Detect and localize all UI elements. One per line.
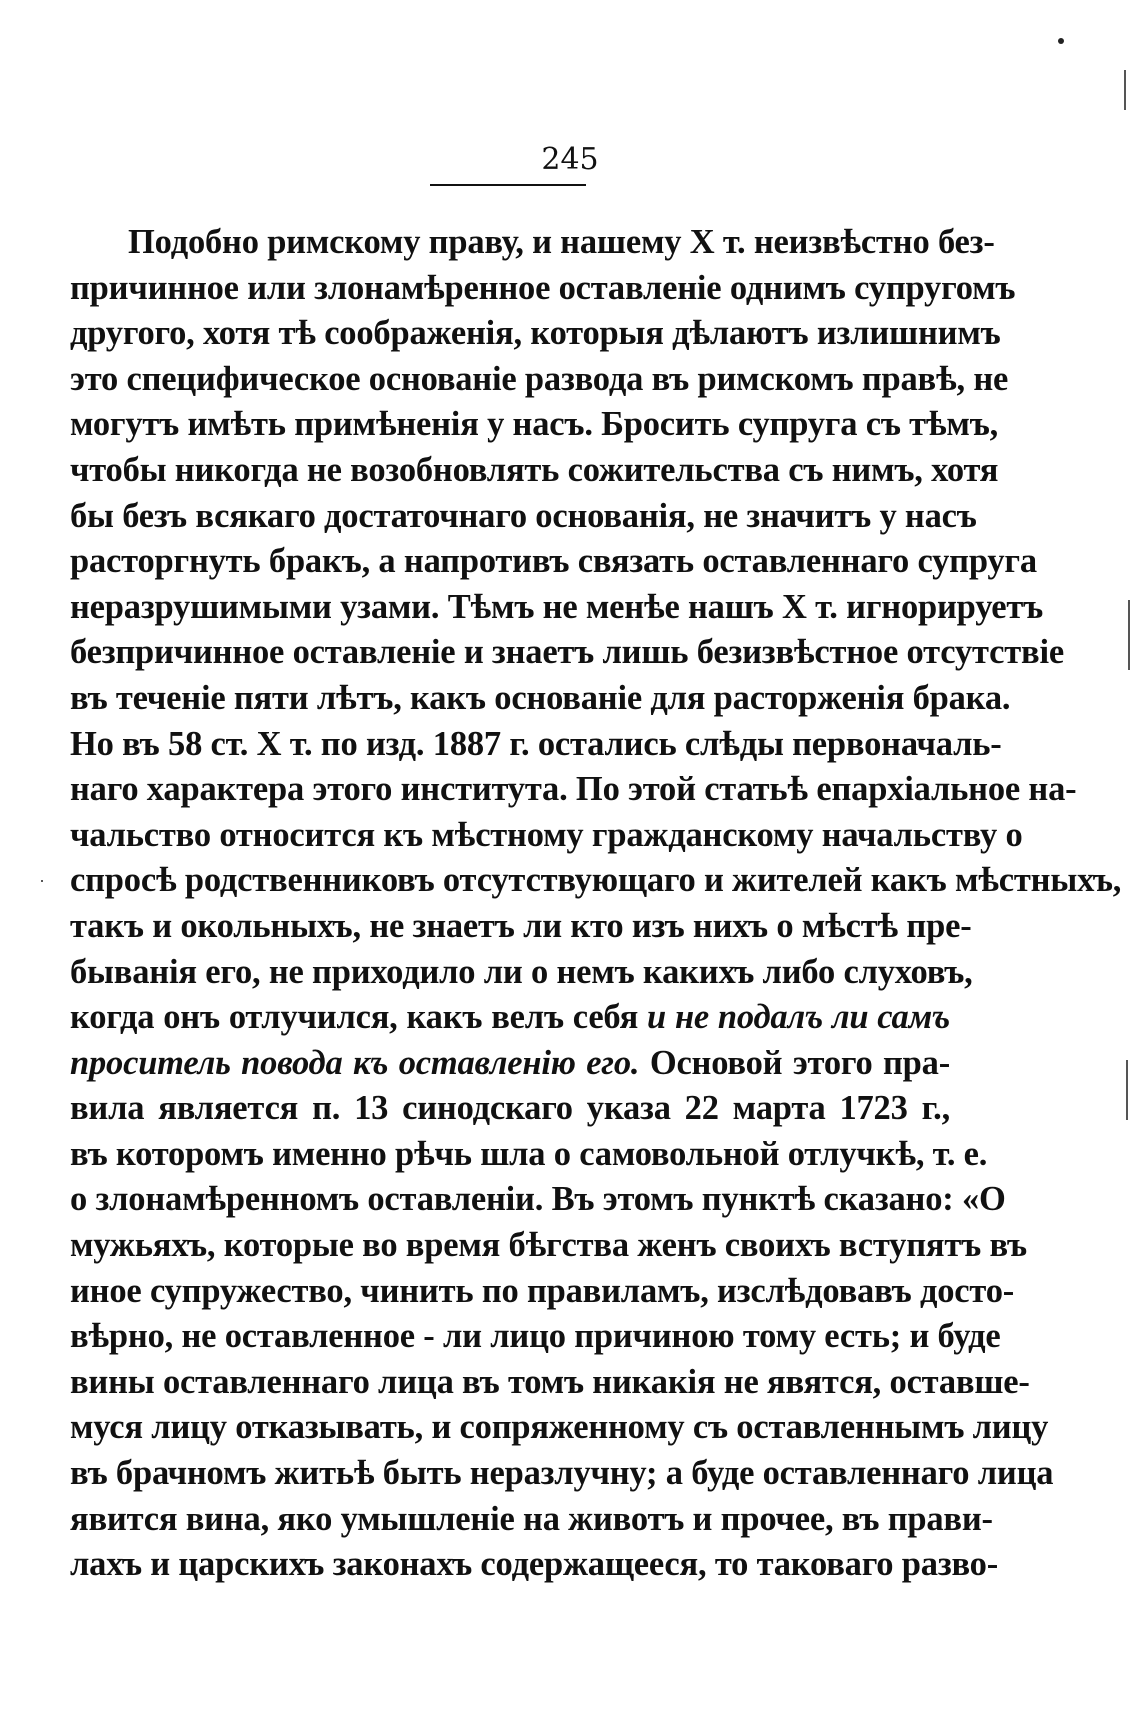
text-line: въ теченіе пяти лѣтъ, какъ основаніе для расторженія брака. xyxy=(70,678,1011,717)
text-line: безпричинное оставленіе и знаетъ лишь безизвѣстное отсутствіе xyxy=(70,633,1064,672)
text-line: могутъ имѣть примѣненія у насъ. Бросить супруга съ тѣмъ, xyxy=(70,405,999,444)
text-line: вила является п. 13 синодскаго указа 22 марта 1723 г., xyxy=(70,1089,950,1128)
text-line: наго характера этого института. По этой статьѣ епархіальное на- xyxy=(70,770,1077,809)
text-line: Подобно римскому праву, и нашему Х т. неизвѣстно без- xyxy=(128,223,995,261)
text-line: въ которомъ именно рѣчь шла о самовольной отлучкѣ, т. е. xyxy=(70,1134,988,1173)
text-line xyxy=(70,995,950,1041)
text-line: иное супружество, чинить по правиламъ, изслѣдовавъ досто- xyxy=(70,1271,1015,1310)
text-line: явится вина, яко умышленіе на животъ и прочее, въ прави- xyxy=(70,1499,993,1538)
text-line: чальство относится къ мѣстному гражданскому начальству о xyxy=(70,815,1023,854)
text-line: вѣрно, не оставленное - ли лицо причиною тому есть; и буде xyxy=(70,1317,1001,1356)
text-line: Но въ 58 ст. Х т. по изд. 1887 г. остались слѣды первоначаль- xyxy=(70,724,1002,763)
text-line: причинное или злонамѣренное оставленіе однимъ супругомъ xyxy=(70,268,1016,307)
page-number: 245 xyxy=(541,142,599,177)
header-rule xyxy=(430,184,586,186)
text-line: мужьяхъ, которые во время бѣгства женъ своихъ вступятъ въ xyxy=(70,1226,1027,1265)
text-line: вины оставленнаго лица въ томъ никакія не явятся, оставше- xyxy=(70,1362,1030,1401)
text-line: такъ и окольныхъ, не знаетъ ли кто изъ нихъ о мѣстѣ пре- xyxy=(70,906,972,945)
text-line: другого, хотя тѣ соображенія, которыя дѣлаютъ излишнимъ xyxy=(70,314,1001,353)
text-line: бы безъ всякаго достаточнаго основанія, не значитъ у насъ xyxy=(70,496,977,535)
body-text xyxy=(70,220,1122,1588)
text-line: это специфическое основаніе развода въ римскомъ правѣ, не xyxy=(70,359,1009,398)
text-line: спросѣ родственниковъ отсутствующаго и жителей какъ мѣстныхъ, xyxy=(70,861,1122,900)
scan-edge-mark xyxy=(1124,70,1126,110)
scan-speck xyxy=(1058,38,1064,44)
text-line: лахъ и царскихъ законахъ содержащееся, то таковаго разво- xyxy=(70,1545,999,1584)
italic-segment: проситель повода къ оставленію его. xyxy=(70,1043,640,1082)
text-line: чтобы никогда не возобновлять сожительства съ нимъ, хотя xyxy=(70,450,999,489)
scan-speck xyxy=(41,880,43,882)
text-line: расторгнуть бракъ, а напротивъ связать оставленнаго супруга xyxy=(70,542,1037,581)
text-line: неразрушимыми узами. Тѣмъ не менѣе нашъ Х т. игнорируетъ xyxy=(70,587,1043,626)
text-line: о злонамѣренномъ оставленіи. Въ этомъ пунктѣ сказано: «О xyxy=(70,1180,1006,1219)
text-line: муся лицу отказывать, и сопряженному съ оставленнымъ лицу xyxy=(70,1408,1049,1447)
scan-edge-mark xyxy=(1128,600,1130,670)
italic-segment: и не подалъ ли самъ xyxy=(647,998,950,1037)
text-segment: Основой этого пра- xyxy=(649,1043,951,1082)
scan-edge-mark xyxy=(1126,1060,1128,1120)
text-segment: когда онъ отлучился, какъ велъ себя xyxy=(70,998,639,1037)
text-line: быванія его, не приходило ли о немъ какихъ либо слуховъ, xyxy=(70,952,973,991)
text-line: въ брачномъ житьѣ быть неразлучну; а буде оставленнаго лица xyxy=(70,1454,1054,1493)
text-line xyxy=(70,1041,950,1087)
